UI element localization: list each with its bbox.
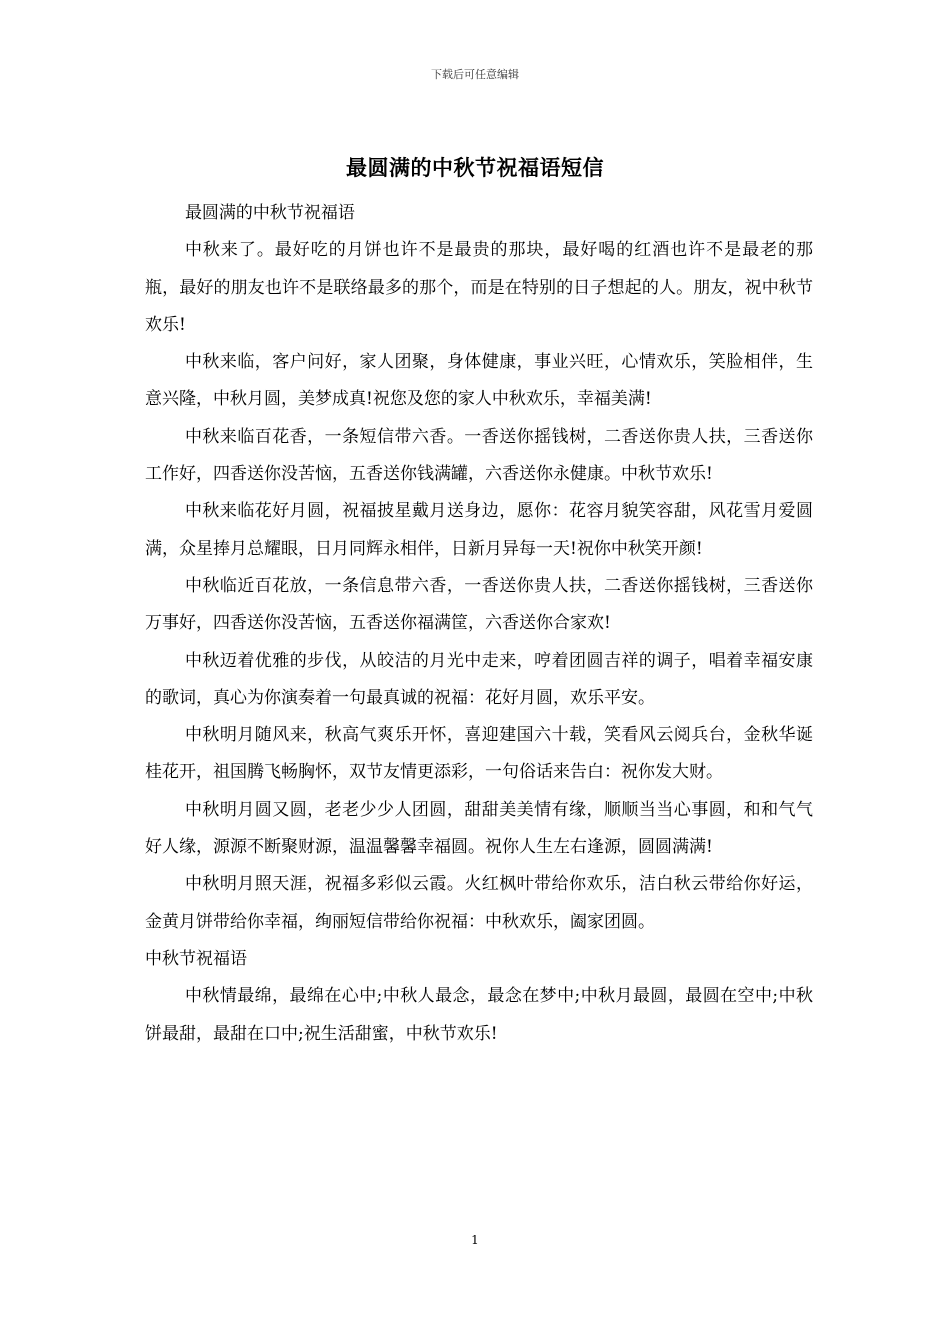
paragraph: 中秋来临花好月圆，祝福披星戴月送身边，愿你：花容月貌笑容甜，风花雪月爱圆满，众星捧月总耀眼，日月同辉永相伴，日新月异每一天!祝你中秋笑开颜!	[145, 501, 813, 559]
paragraph: 中秋来临百花香，一条短信带六香。一香送你摇钱树，二香送你贵人扶，三香送你工作好，四香送你没苦恼，五香送你钱满罐，六香送你永健康。中秋节欢乐!	[145, 426, 813, 485]
paragraph: 中秋迈着优雅的步伐，从皎洁的月光中走来，哼着团圆吉祥的调子，唱着幸福安康的歌词，真心为你演奏着一句最真诚的祝福：花好月圆，欢乐平安。	[145, 650, 813, 708]
paragraph: 中秋明月随风来，秋高气爽乐开怀，喜迎建国六十载，笑看风云阅兵台，金秋华诞桂花开，祖国腾飞畅胸怀，双节友情更添彩，一句俗话来告白：祝你发大财。	[145, 725, 813, 783]
paragraph: 中秋临近百花放，一条信息带六香，一香送你贵人扶，二香送你摇钱树，三香送你万事好，四香送你没苦恼，五香送你福满筐，六香送你合家欢!	[145, 575, 813, 634]
document-title: 最圆满的中秋节祝福语短信	[346, 155, 604, 180]
paragraph: 中秋来了。最好吃的月饼也许不是最贵的那块，最好喝的红酒也许不是最老的那瓶，最好的朋友也许不是联络最多的那个，而是在特别的日子想起的人。朋友，祝中秋节欢乐!	[145, 240, 813, 335]
paragraph: 中秋明月圆又圆，老老少少人团圆，甜甜美美情有缘，顺顺当当心事圆，和和气气好人缘，源源不断聚财源，温温馨馨幸福圆。祝你人生左右逢源，圆圆满满!	[145, 799, 813, 858]
paragraph: 中秋情最绵，最绵在心中;中秋人最念，最念在梦中;中秋月最圆，最圆在空中;中秋饼最甜，最甜在口中;祝生活甜蜜，中秋节欢乐!	[145, 986, 813, 1044]
page-header-note: 下载后可任意编辑	[431, 68, 519, 81]
paragraph: 中秋来临，客户问好，家人团聚，身体健康，事业兴旺，心情欢乐，笑脸相伴，生意兴隆，中秋月圆，美梦成真!祝您及您的家人中秋欢乐，幸福美满!	[145, 352, 813, 410]
document-body	[145, 195, 813, 1053]
section-heading: 中秋节祝福语	[145, 948, 247, 969]
paragraph: 中秋明月照天涯，祝福多彩似云霞。火红枫叶带给你欢乐，洁白秋云带给你好运，金黄月饼带给你幸福，绚丽短信带给你祝福：中秋欢乐，阖家团圆。	[145, 874, 813, 932]
page-number: 1	[471, 1233, 479, 1247]
paragraph-subtitle: 最圆满的中秋节祝福语	[184, 203, 355, 223]
